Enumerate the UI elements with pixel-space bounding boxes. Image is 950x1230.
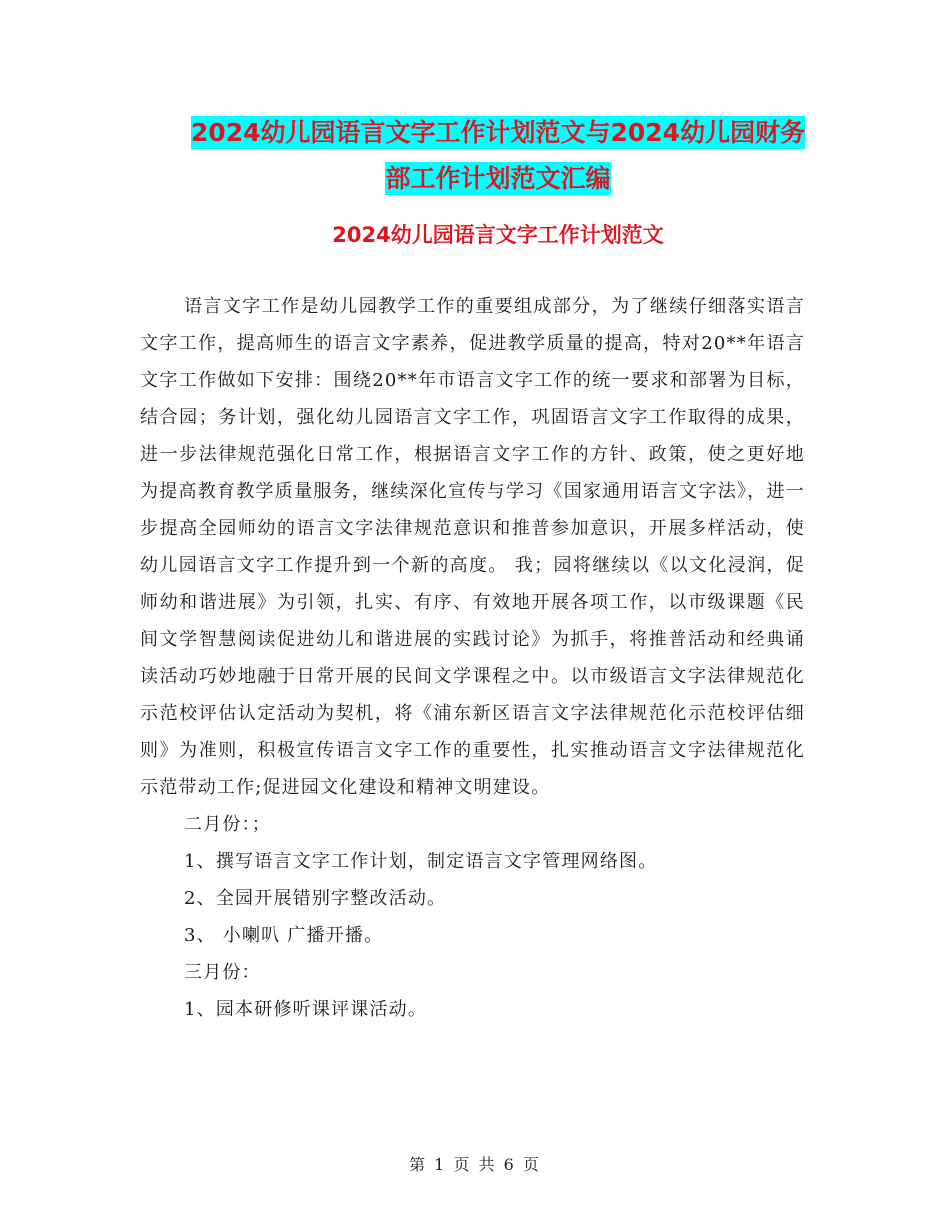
body-line: 1、园本研修听课评课活动。 <box>184 999 428 1020</box>
document-title <box>140 110 856 202</box>
body-line: 三月份： <box>184 962 261 983</box>
body-line: 1、撰写语言文字工作计划，制定语言文字管理网络图。 <box>184 851 658 872</box>
page-footer: 第 1 页 共 6 页 <box>409 1155 541 1174</box>
document-body <box>140 288 805 1028</box>
section-title: 2024幼儿园语言文字工作计划范文 <box>332 223 664 247</box>
body-paragraph: 语言文字工作是幼儿园教学工作的重要组成部分，为了继续仔细落实语言文字工作，提高师生的语言文字素养，促进教学质量的提高，特对20**年语言文字工作做如下安排：围绕20**年市语言文字工作的统一要求和部署为目标，结合园；务计划，强化幼儿园语言文字工作，巩固语言文字工作取得的成果，进一步法律规范强化日常工作，根据语言文字工作的方针、政策，使之更好地为提高教育教学质量服务，继续深化宣传与学习《国家通用语言文字法》，进一步提高全园师幼的语言文字法律规范意识和推普参加意识，开展多样活动，使幼儿园语言文字工作提升到一个新的高度。 我；园将继续以《以文化浸润，促师幼和谐进展》为引领，扎实、有序、有效地开展各项工作，以市级课题《民间文学智慧阅读促进幼儿和谐进展的实践讨论》为抓手，将推普活动和经典诵读活动巧妙地融于日常开展的民间文学课程之中。以市级语言文字法律规范化示范校评估认定活动为契机，将《浦东新区语言文字法律规范化示范校评估细则》为准则，积极宣传语言文字工作的重要性，扎实推动语言文字法律规范化示范带动工作;促进园文化建设和精神文明建设。 <box>140 296 805 798</box>
body-line: 3、 小喇叭 广播开播。 <box>184 925 384 946</box>
document-title-line-2: 部工作计划范文汇编 <box>385 164 611 193</box>
body-line: 2、全园开展错别字整改活动。 <box>184 888 447 909</box>
document-title-line-1: 2024幼儿园语言文字工作计划范文与2024幼儿园财务 <box>190 118 806 147</box>
body-line: 二月份：； <box>184 814 271 835</box>
